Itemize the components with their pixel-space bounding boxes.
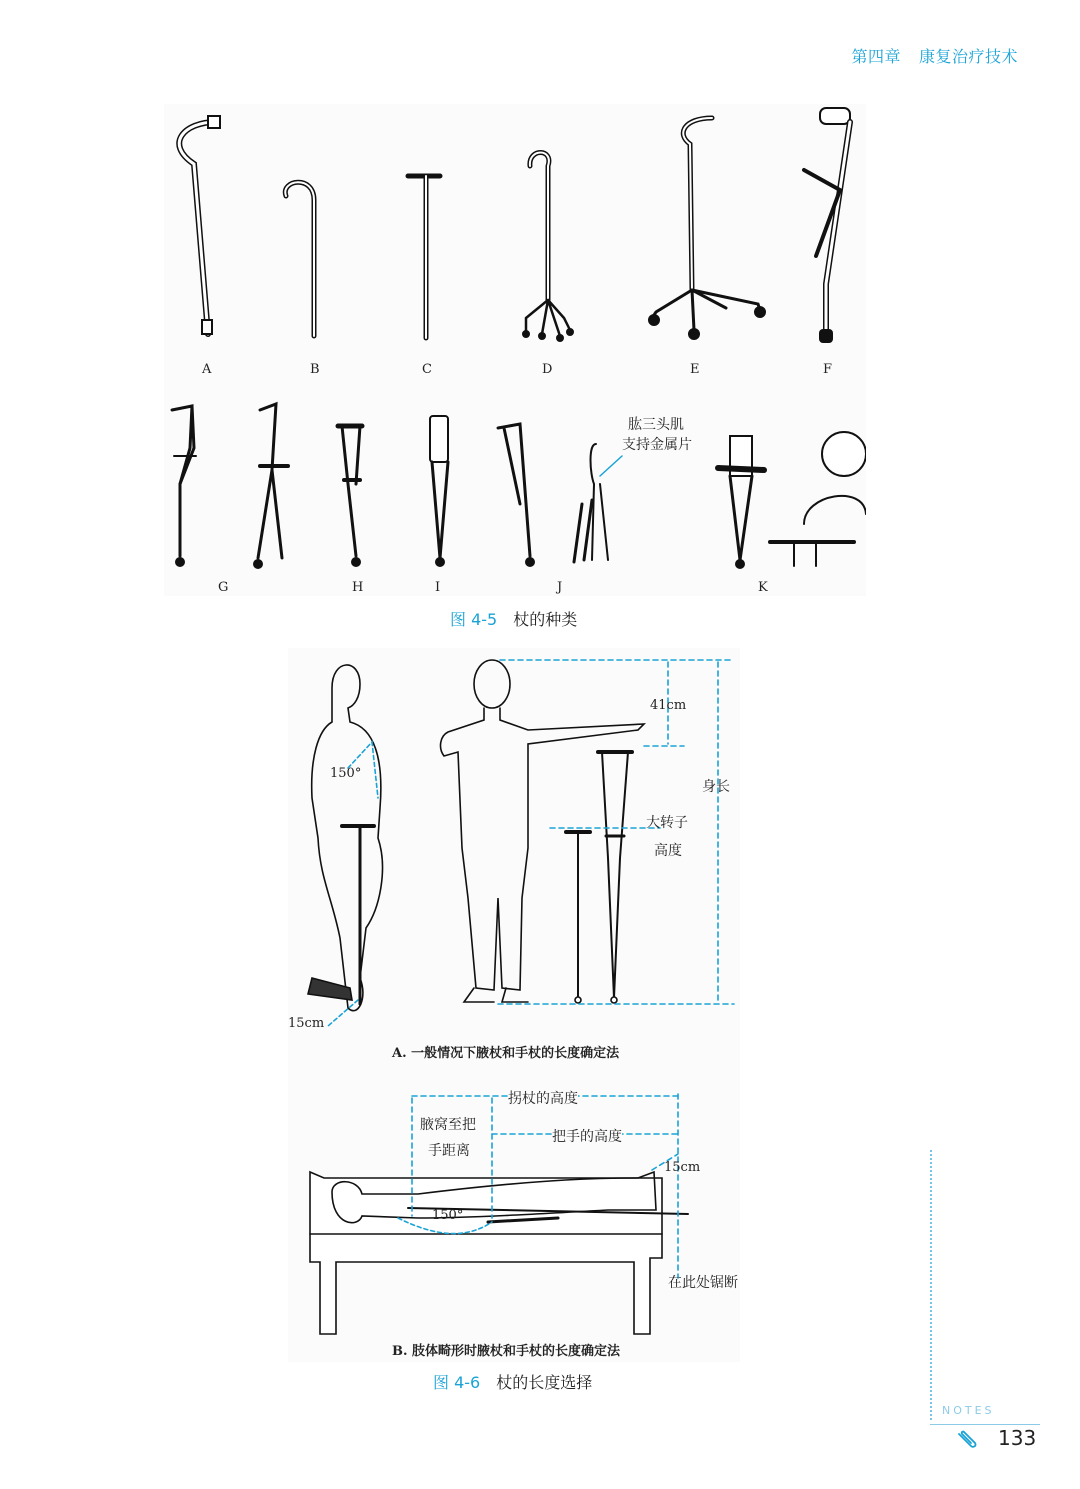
bed-lying-figure: [310, 1172, 688, 1334]
subcaption-b: B. 肢体畸形时腋杖和手杖的长度确定法: [392, 1344, 621, 1359]
figure-4-6-number: 图 4-6: [433, 1373, 481, 1392]
notes-rule: [930, 1424, 1040, 1425]
label-cut-here: 在此处锯断: [668, 1275, 738, 1291]
figure-4-6-caption: [433, 1370, 592, 1393]
annotation-triceps: 肱三头肌: [628, 417, 684, 433]
letter-a: A: [202, 362, 212, 377]
notes-label: NOTES: [942, 1404, 995, 1417]
notes-margin-line: [930, 1150, 932, 1420]
cane-b-illustration: [285, 182, 314, 336]
figure-crutch-length: [288, 648, 740, 1362]
letter-i: I: [435, 580, 441, 595]
letter-f: F: [823, 362, 833, 377]
cane-h-illustration: [338, 426, 362, 566]
figure-4-6-title: 杖的长度选择: [496, 1373, 593, 1392]
label-trochanter-1: 大转子: [646, 815, 688, 831]
paperclip-icon: [956, 1428, 980, 1450]
label-41cm: 41cm: [650, 698, 687, 713]
label-15cm-a: 15cm: [288, 1016, 325, 1031]
cane-k-illustration: [718, 432, 866, 568]
running-header: [851, 44, 1018, 67]
front-standing-figure: [441, 660, 644, 1002]
cane-f-illustration: [804, 108, 850, 342]
label-handle-height: 把手的高度: [552, 1126, 622, 1146]
letter-e: E: [690, 362, 700, 377]
label-15cm-b: 15cm: [664, 1160, 701, 1175]
label-axilla-1: 腋窝至把: [420, 1117, 476, 1133]
subcaption-a: A. 一般情况下腋杖和手杖的长度确定法: [392, 1046, 620, 1061]
figure-4-5-title: 杖的种类: [513, 610, 578, 629]
chapter-title: 康复治疗技术: [918, 47, 1018, 66]
cane-i-illustration: [430, 416, 448, 566]
page-number: 133: [998, 1426, 1037, 1450]
label-axilla-2: 手距离: [428, 1143, 470, 1159]
cane-a-illustration: [179, 116, 220, 334]
label-crutch-height: 拐杖的高度: [508, 1088, 578, 1108]
annotation-metal-plate: 支持金属片: [622, 437, 692, 453]
letter-b: B: [310, 362, 320, 377]
crutch-length-illustration: [288, 648, 740, 1362]
letter-h: H: [352, 580, 364, 595]
cane-d-illustration: [523, 153, 573, 342]
cane-types-illustration: [164, 104, 866, 596]
letter-j: J: [557, 580, 563, 595]
letter-c: C: [422, 362, 432, 377]
label-body-height: 身长: [702, 779, 730, 795]
cane-g-illustration: [172, 404, 288, 568]
chapter-number: 第四章: [851, 47, 901, 66]
cane-j-illustration: [498, 424, 622, 566]
side-standing-figure: [308, 665, 382, 1026]
cane-e-illustration: [649, 118, 765, 339]
label-angle-b: 150°: [432, 1208, 464, 1223]
label-angle-a: 150°: [330, 766, 362, 781]
figure-4-5-number: 图 4-5: [450, 610, 498, 629]
label-trochanter-2: 高度: [654, 843, 682, 859]
cane-c-illustration: [408, 176, 440, 338]
standing-crutches: [566, 752, 632, 1003]
letter-d: D: [542, 362, 553, 377]
letter-g: G: [218, 580, 229, 595]
figure-4-5-caption: [450, 607, 577, 630]
figure-cane-types: [164, 104, 866, 596]
letter-k: K: [758, 580, 768, 595]
